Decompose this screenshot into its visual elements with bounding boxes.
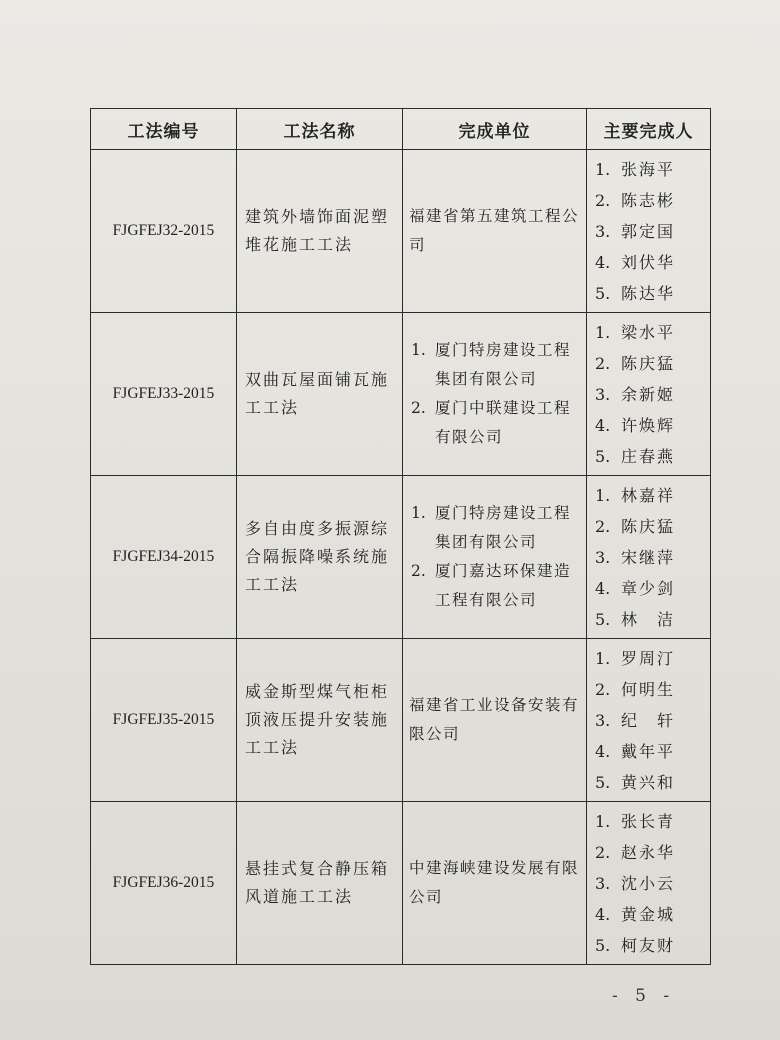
table-header xyxy=(91,109,711,150)
contributor-name: 柯友财 xyxy=(621,935,676,955)
contributor-name: 黄兴和 xyxy=(621,772,676,792)
completing-unit-cell xyxy=(403,313,587,476)
contributor-name: 余新姬 xyxy=(621,384,676,404)
contributor-item xyxy=(595,604,710,635)
completing-unit: 厦门中联建设工程有限公司 xyxy=(435,399,572,446)
list-number: 4. xyxy=(595,252,611,272)
contributor-item xyxy=(595,216,710,247)
contributor-item xyxy=(595,511,710,542)
list-number: 4. xyxy=(595,415,611,435)
method-code: FJGFEJ33-2015 xyxy=(91,313,237,476)
list-number: 1. xyxy=(595,811,611,831)
list-number: 3. xyxy=(595,221,611,241)
list-number: 3. xyxy=(595,547,611,567)
list-number: 2. xyxy=(595,516,611,536)
contributor-item xyxy=(595,705,710,736)
list-number: 1. xyxy=(595,648,611,668)
method-code: FJGFEJ36-2015 xyxy=(91,802,237,965)
contributor-item xyxy=(595,410,710,441)
contributors-list xyxy=(587,317,710,472)
contributor-item xyxy=(595,480,710,511)
contributor-name: 黄金城 xyxy=(621,904,676,924)
completing-unit-item xyxy=(409,499,580,557)
method-name: 双曲瓦屋面铺瓦施工工法 xyxy=(237,313,403,476)
list-number: 2. xyxy=(411,399,426,417)
list-number: 1. xyxy=(595,159,611,179)
contributor-item xyxy=(595,573,710,604)
contributor-name: 张海平 xyxy=(621,159,676,179)
page-number: - 5 - xyxy=(612,986,676,1006)
list-number: 5. xyxy=(595,772,611,792)
contributor-item xyxy=(595,806,710,837)
list-number: 4. xyxy=(595,904,611,924)
contributor-name: 沈小云 xyxy=(621,873,676,893)
list-number: 5. xyxy=(595,935,611,955)
contributor-name: 陈达华 xyxy=(621,283,676,303)
list-number: 1. xyxy=(411,504,426,522)
completing-unit: 福建省工业设备安装有限公司 xyxy=(409,696,580,743)
completing-unit-list xyxy=(409,499,580,615)
list-number: 3. xyxy=(595,710,611,730)
header-method-name: 工法名称 xyxy=(237,109,403,150)
contributor-name: 张长青 xyxy=(621,811,676,831)
contributor-item xyxy=(595,154,710,185)
method-name: 威金斯型煤气柜柜顶液压提升安装施工工法 xyxy=(237,639,403,802)
contributors-list xyxy=(587,643,710,798)
contributor-name: 林嘉祥 xyxy=(621,485,676,505)
list-number: 2. xyxy=(595,679,611,699)
contributor-name: 陈志彬 xyxy=(621,190,676,210)
list-number: 2. xyxy=(411,562,426,580)
method-name: 多自由度多振源综合隔振降噪系统施工工法 xyxy=(237,476,403,639)
contributor-item xyxy=(595,930,710,961)
contributor-item xyxy=(595,643,710,674)
contributor-name: 许焕辉 xyxy=(621,415,676,435)
contributors-cell xyxy=(587,802,711,965)
completing-unit-item xyxy=(409,557,580,615)
list-number: 2. xyxy=(595,353,611,373)
list-number: 5. xyxy=(595,283,611,303)
list-number: 1. xyxy=(595,485,611,505)
contributors-cell xyxy=(587,150,711,313)
completing-unit: 厦门嘉达环保建造工程有限公司 xyxy=(435,562,572,609)
completing-unit-cell xyxy=(403,802,587,965)
contributors-cell xyxy=(587,639,711,802)
list-number: 1. xyxy=(411,341,426,359)
contributor-name: 陈庆猛 xyxy=(621,353,676,373)
table-row xyxy=(91,476,711,639)
construction-methods-table xyxy=(90,108,711,965)
table-body xyxy=(91,150,711,965)
contributor-item xyxy=(595,348,710,379)
contributors-list xyxy=(587,480,710,635)
table-row xyxy=(91,802,711,965)
completing-unit-cell xyxy=(403,150,587,313)
table-row xyxy=(91,150,711,313)
table-row xyxy=(91,639,711,802)
contributor-name: 罗周汀 xyxy=(621,648,676,668)
contributor-item xyxy=(595,674,710,705)
contributors-cell xyxy=(587,313,711,476)
completing-unit-cell xyxy=(403,639,587,802)
list-number: 5. xyxy=(595,446,611,466)
contributor-item xyxy=(595,317,710,348)
contributor-name: 戴年平 xyxy=(621,741,676,761)
completing-unit-cell xyxy=(403,476,587,639)
contributor-item xyxy=(595,837,710,868)
list-number: 2. xyxy=(595,842,611,862)
contributor-name: 刘伏华 xyxy=(621,252,676,272)
contributor-name: 赵永华 xyxy=(621,842,676,862)
contributor-item xyxy=(595,767,710,798)
completing-unit: 厦门特房建设工程集团有限公司 xyxy=(435,504,572,551)
contributor-item xyxy=(595,247,710,278)
header-main-contributors: 主要完成人 xyxy=(587,109,711,150)
header-method-code: 工法编号 xyxy=(91,109,237,150)
completing-unit-list xyxy=(409,336,580,452)
list-number: 2. xyxy=(595,190,611,210)
contributor-name: 庄春燕 xyxy=(621,446,676,466)
contributor-name: 宋继萍 xyxy=(621,547,676,567)
method-code: FJGFEJ35-2015 xyxy=(91,639,237,802)
contributor-item xyxy=(595,441,710,472)
completing-unit-item xyxy=(409,336,580,394)
contributor-name: 何明生 xyxy=(621,679,676,699)
list-number: 4. xyxy=(595,578,611,598)
contributor-item xyxy=(595,736,710,767)
contributors-list xyxy=(587,806,710,961)
contributor-item xyxy=(595,278,710,309)
contributor-item xyxy=(595,542,710,573)
completing-unit: 福建省第五建筑工程公司 xyxy=(409,207,580,254)
list-number: 4. xyxy=(595,741,611,761)
list-number: 5. xyxy=(595,609,611,629)
completing-unit: 厦门特房建设工程集团有限公司 xyxy=(435,341,572,388)
header-row xyxy=(91,109,711,150)
completing-unit: 中建海峡建设发展有限公司 xyxy=(409,859,580,906)
method-name: 悬挂式复合静压箱风道施工工法 xyxy=(237,802,403,965)
contributors-list xyxy=(587,154,710,309)
contributor-item xyxy=(595,899,710,930)
contributor-name: 郭定国 xyxy=(621,221,676,241)
list-number: 1. xyxy=(595,322,611,342)
contributor-name: 梁水平 xyxy=(621,322,676,342)
method-code: FJGFEJ32-2015 xyxy=(91,150,237,313)
list-number: 3. xyxy=(595,384,611,404)
list-number: 3. xyxy=(595,873,611,893)
contributor-name: 纪 轩 xyxy=(621,710,676,730)
contributor-name: 陈庆猛 xyxy=(621,516,676,536)
contributor-item xyxy=(595,379,710,410)
contributor-item xyxy=(595,185,710,216)
contributor-name: 章少剑 xyxy=(621,578,676,598)
header-completing-unit: 完成单位 xyxy=(403,109,587,150)
contributor-item xyxy=(595,868,710,899)
contributors-cell xyxy=(587,476,711,639)
completing-unit-item xyxy=(409,394,580,452)
table-row xyxy=(91,313,711,476)
method-name: 建筑外墙饰面泥塑堆花施工工法 xyxy=(237,150,403,313)
contributor-name: 林 洁 xyxy=(621,609,676,629)
method-code: FJGFEJ34-2015 xyxy=(91,476,237,639)
